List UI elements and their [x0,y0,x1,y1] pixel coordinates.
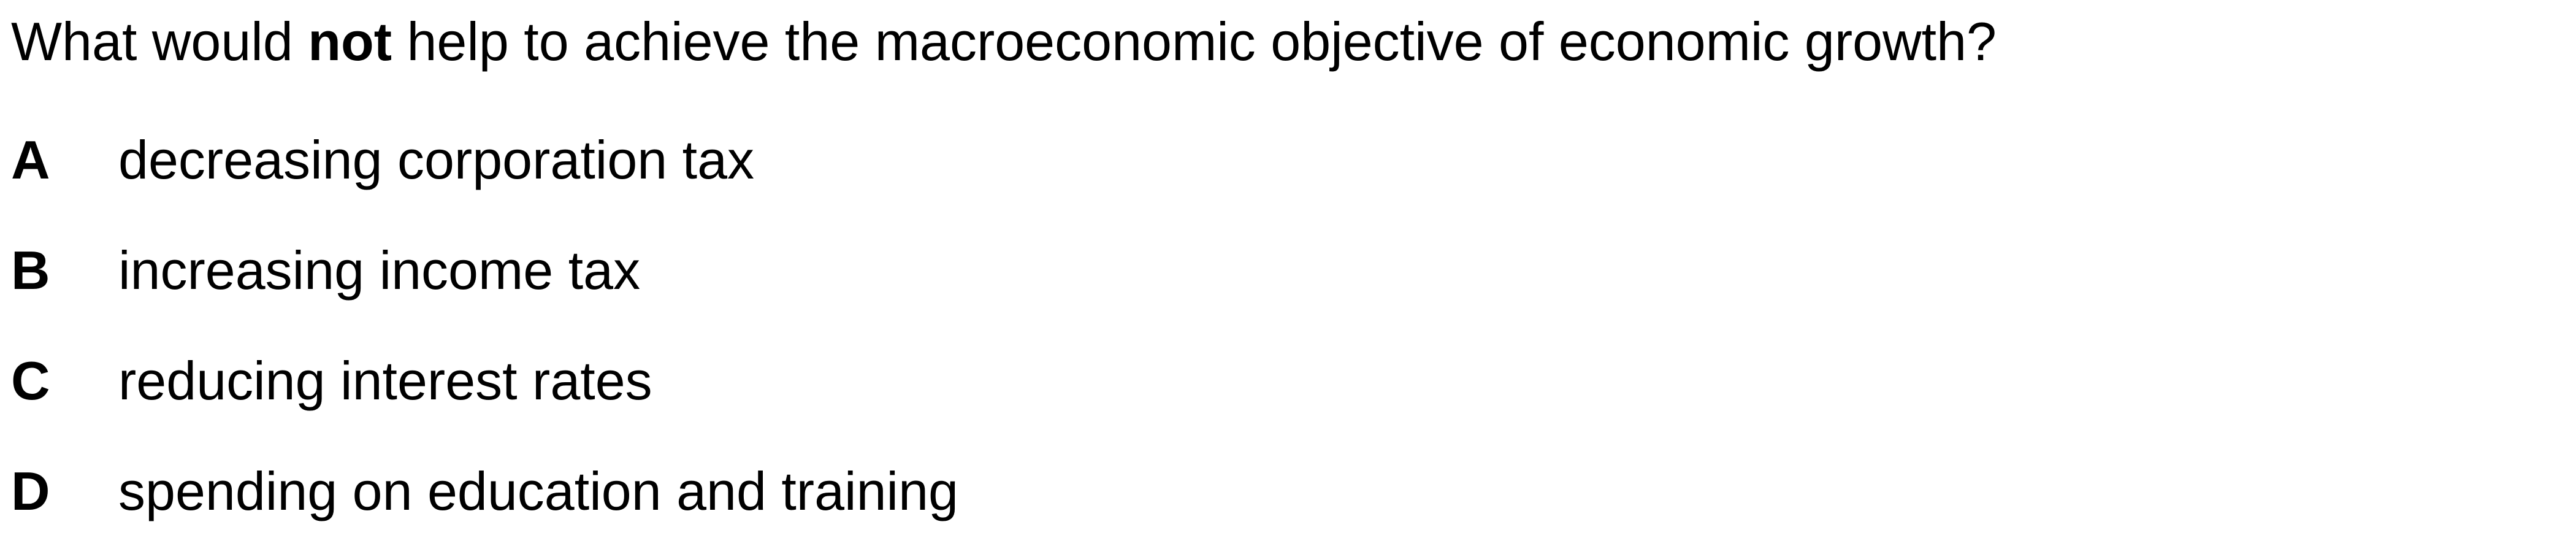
option-letter: A [11,129,50,190]
option-letter: C [11,350,50,411]
question-emphasis: not [308,11,392,72]
option-text: decreasing corporation tax [118,129,755,190]
option-letter: D [11,461,50,521]
option-text: increasing income tax [118,240,641,301]
option-letter: B [11,240,50,301]
question-prefix: What would [11,11,308,72]
question-suffix: help to achieve the macroeconomic objective of economic growth? [392,11,1997,72]
question-stem [11,7,1997,76]
option-text: reducing interest rates [118,350,652,411]
option-text: spending on education and training [118,461,958,521]
